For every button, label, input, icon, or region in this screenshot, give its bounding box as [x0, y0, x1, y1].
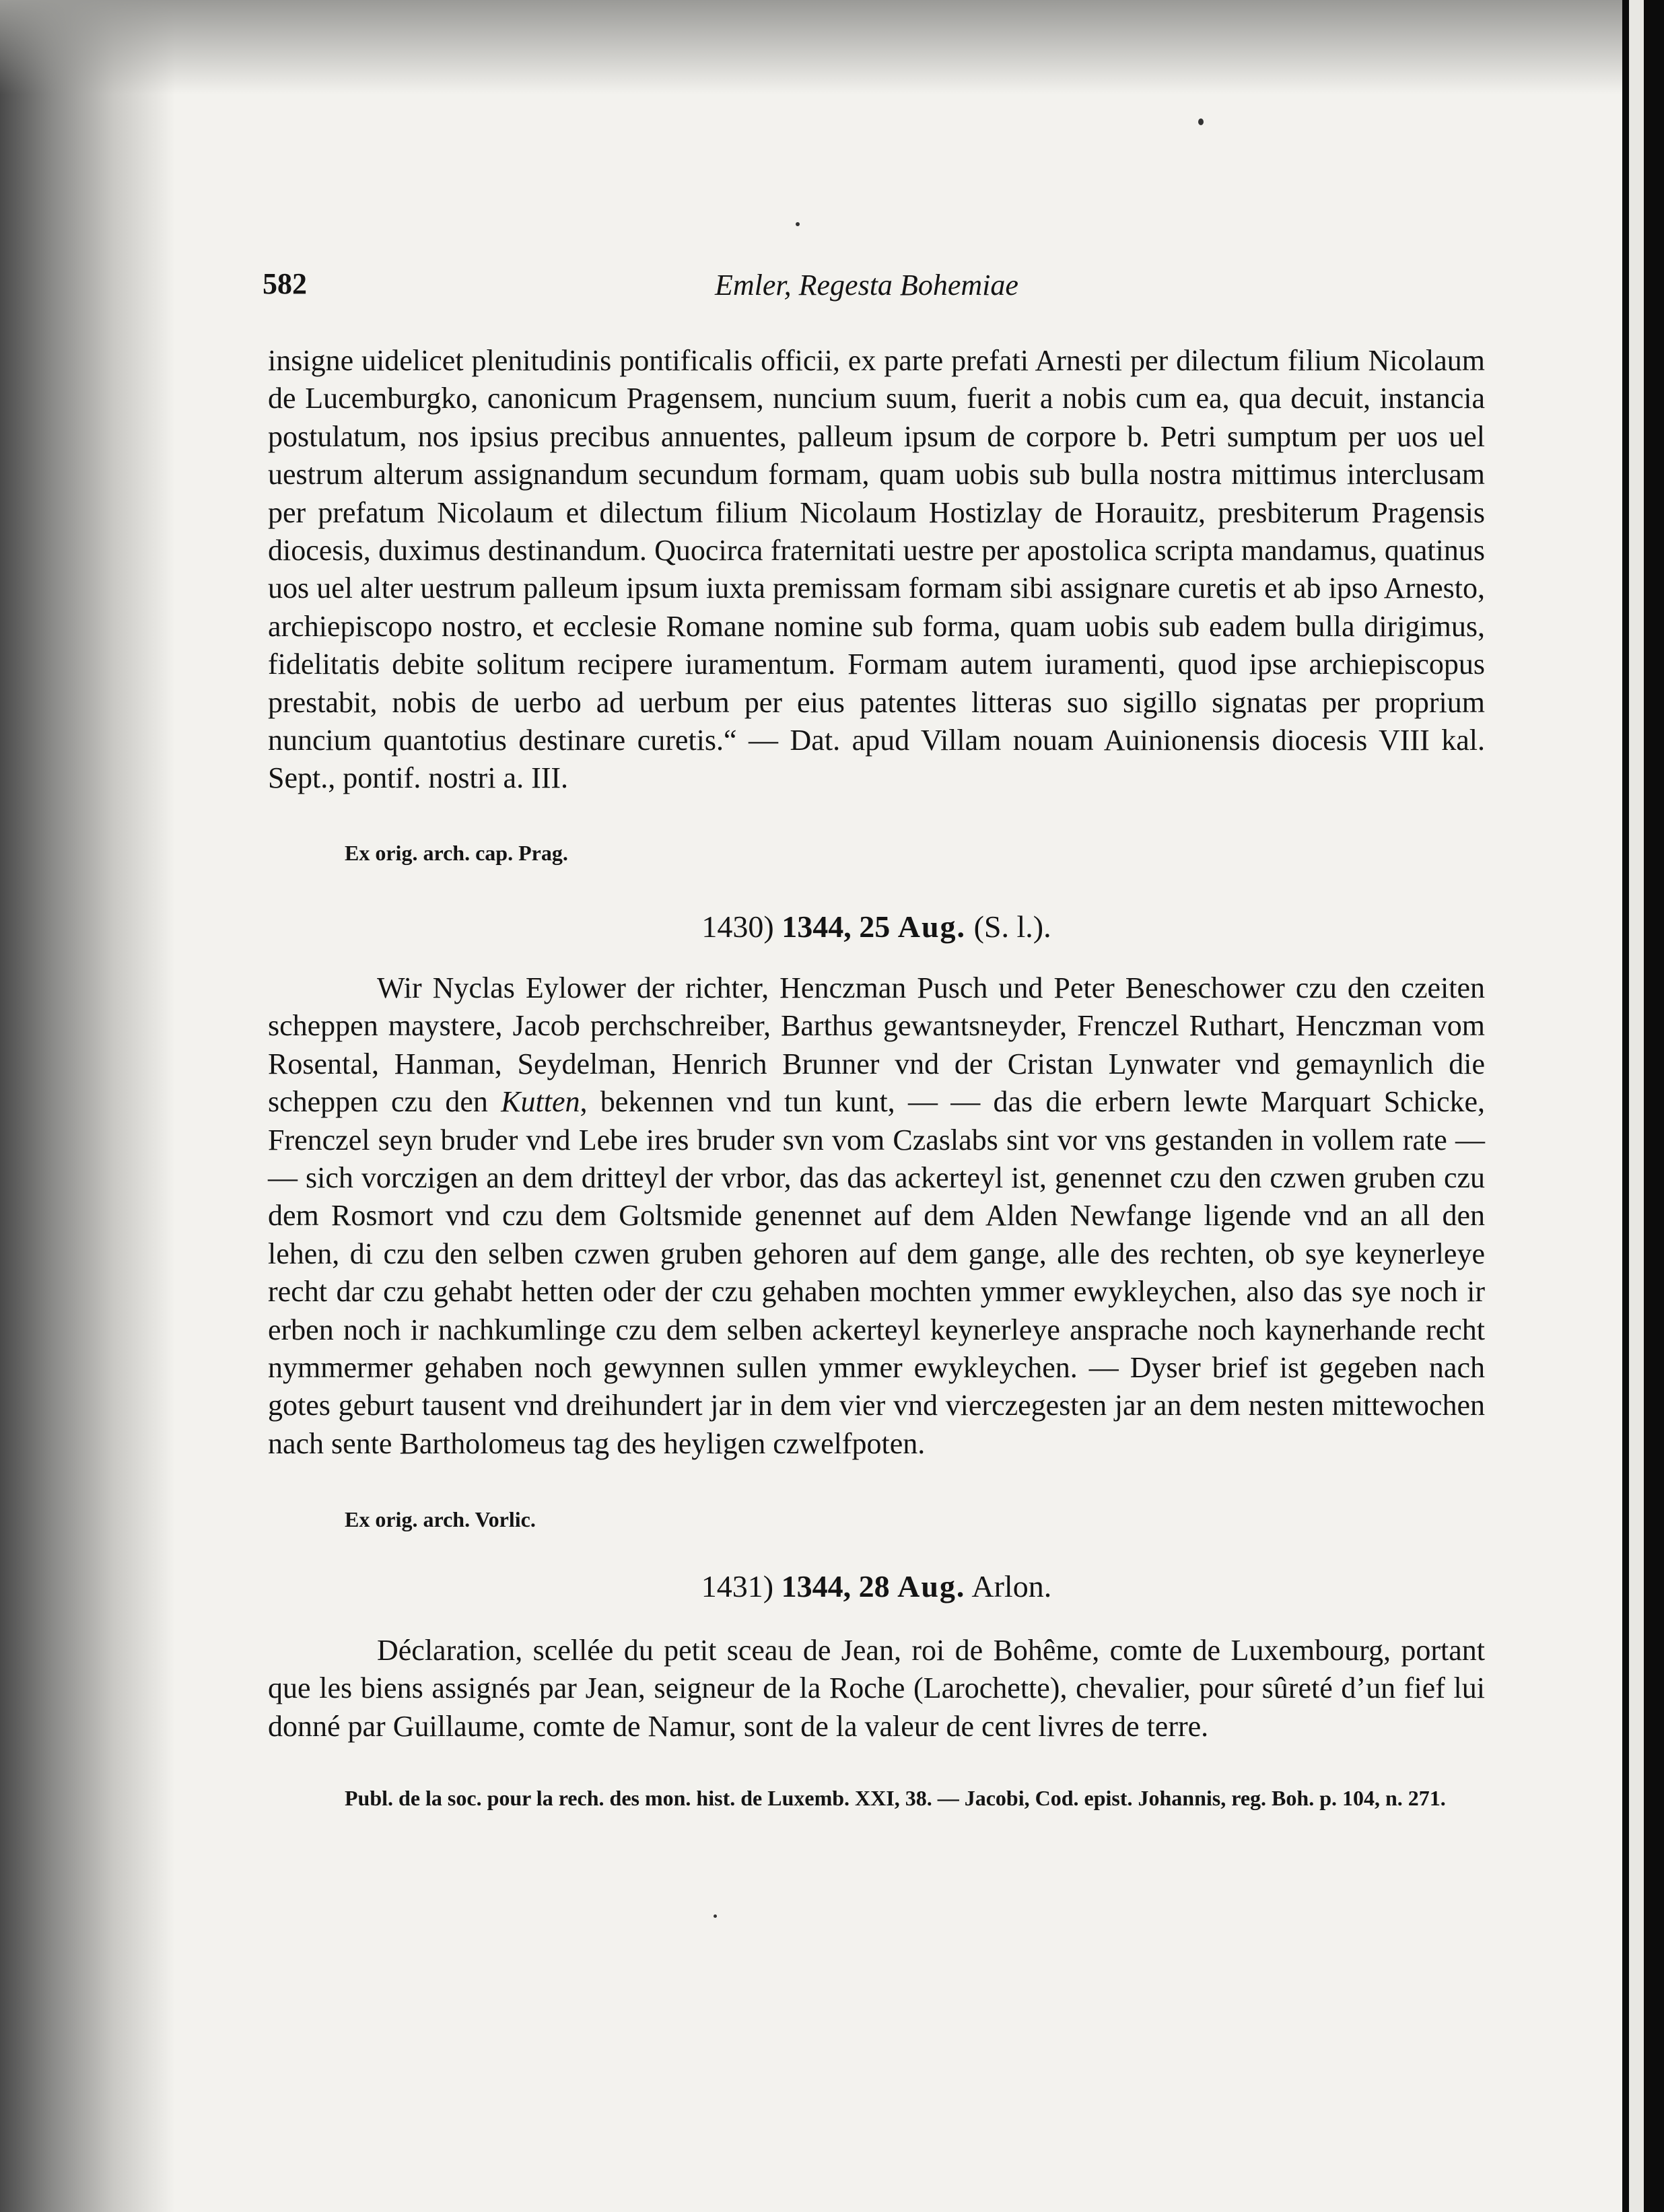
entry-source-1431: Publ. de la soc. pour la rech. des mon. hist. de Luxemb. XXI, 38. — Jacobi, Cod. epist. Johannis, reg. Boh. p. 104, n. 271. — [345, 1786, 1446, 1810]
page-header — [263, 267, 1488, 307]
continuation-source: Ex orig. arch. cap. Prag. — [345, 841, 568, 865]
facing-page-edge — [1629, 0, 1644, 2212]
entry-number: 1430) — [701, 909, 774, 944]
entry-paragraph — [268, 969, 1485, 1463]
entry-paragraph: Déclaration, scellée du petit sceau de Jean, roi de Bohême, comte de Luxembourg, portant que les biens assignés par Jean, seigneur de la Roche (Larochette), chevalier, pour sûreté d’un fief lui donné par Guillaume, comte de Namur, sont de la valeur de cent livres de terre. — [268, 1634, 1485, 1743]
entry-place-name: Kutten — [501, 1085, 580, 1119]
ink-speck — [1198, 118, 1204, 125]
running-title: Emler, Regesta Bohemiae — [715, 269, 1018, 302]
entry-text-part-2: , bekennen vnd tun kunt, — — das die erbern lewte Marquart Schicke, Frenczel seyn bruder vnd Lebe ires bruder svn vom Czaslabs sint vor vns gestanden in vollem rate — — sich vorczigen an dem dritteyl der vrbor, das das ackerteyl ist, genennet czu den czwen gruben czu dem Rosmort vnd czu dem Goltsmide genennet auf dem Alden Newfange ligende vnd an all den lehen, di czu den selben czwen gruben gehoren auf dem gange, alle des rechten, ob sye keynerleye recht dar czu gehabt hetten oder der czu gehaben mochten ymmer ewykleychen, also das sye noch ir erben noch ir nachkumlinge czu dem selben ackerteyl keynerleye ansprache noch kaynerhande recht nymmermer gehaben noch gewynnen sullen ymmer ewykleychen. — Dyser brief ist gegeben nach gotes geburt tausent vnd dreihundert jar in dem vier vnd vierczegesten jar an dem nesten mittewochen nach sente Bartholomeus tag des heyligen czwelfpoten. — [268, 1085, 1485, 1460]
entry-date: 1344, 28 — [781, 1569, 890, 1603]
entry-heading-1431 — [268, 1568, 1485, 1604]
entry-month: Aug. — [897, 1569, 966, 1603]
entry-month: Aug. — [897, 909, 967, 944]
scan-border — [1622, 0, 1664, 2212]
page-number: 582 — [263, 267, 307, 300]
entry-heading-1430 — [268, 909, 1485, 944]
entry-number: 1431) — [701, 1569, 774, 1603]
continuation-paragraph — [268, 342, 1485, 798]
ink-speck — [714, 1914, 717, 1918]
entry-text-1431 — [268, 1632, 1485, 1746]
entry-text-part-1: Wir Nyclas Eylower der richter, Henczman Pusch und Peter Beneschower czu den czeiten scheppen maystere, Jacob perchschreiber, Barthus gewantsneyder, Frenczel Ruthart, Henczman vom Rosental, Hanman, Seydelman, Henrich Brunner vnd der Cristan Lynwater vnd gemaynlich die scheppen czu den — [268, 971, 1485, 1119]
entry-place: Arlon. — [971, 1569, 1052, 1603]
entry-source-1430: Ex orig. arch. Vorlic. — [345, 1507, 536, 1531]
entry-place: (S. l.). — [973, 909, 1051, 944]
continuation-text: insigne uidelicet plenitudinis pontificalis officii, ex parte prefati Arnesti per dilectum filium Nicolaum de Lucemburgko, canonicum Pragensem, nuncium suum, fuerit a nobis cum ea, qua decuit, instancia postulatum, nos ipsius precibus annuentes, palleum ipsum de corpore b. Petri sumptum per uos uel uestrum alterum assignandum secundum formam, quam uobis sub bulla nostra mittimus interclusam per prefatum Nicolaum et dilectum filium Nicolaum Hostizlay de Horauitz, presbiterum Pragensis diocesis, duximus destinandum. Quocirca fraternitati uestre per apostolica scripta mandamus, quatinus uos uel alter uestrum palleum ipsum iuxta premissam formam sibi assignare curetis et ab ipso Arnesto, archiepiscopo nostro, et ecclesie Romane nomine sub forma, quam uobis sub eadem bulla dirigimus, fidelitatis debite solitum recipere iuramentum. Formam autem iuramenti, quod ipse archiepiscopus prestabit, nobis de uerbo ad uerbum per eius patentes litteras suo sigillo signatas per proprium nuncium quantotius destinare curetis.“ — Dat. apud Villam nouam Auinionensis diocesis VIII kal. Sept., pontif. nostri a. III. — [268, 344, 1485, 795]
entry-text-1430 — [268, 969, 1485, 1463]
entry-date: 1344, 25 — [782, 909, 891, 944]
ink-speck — [796, 222, 800, 226]
